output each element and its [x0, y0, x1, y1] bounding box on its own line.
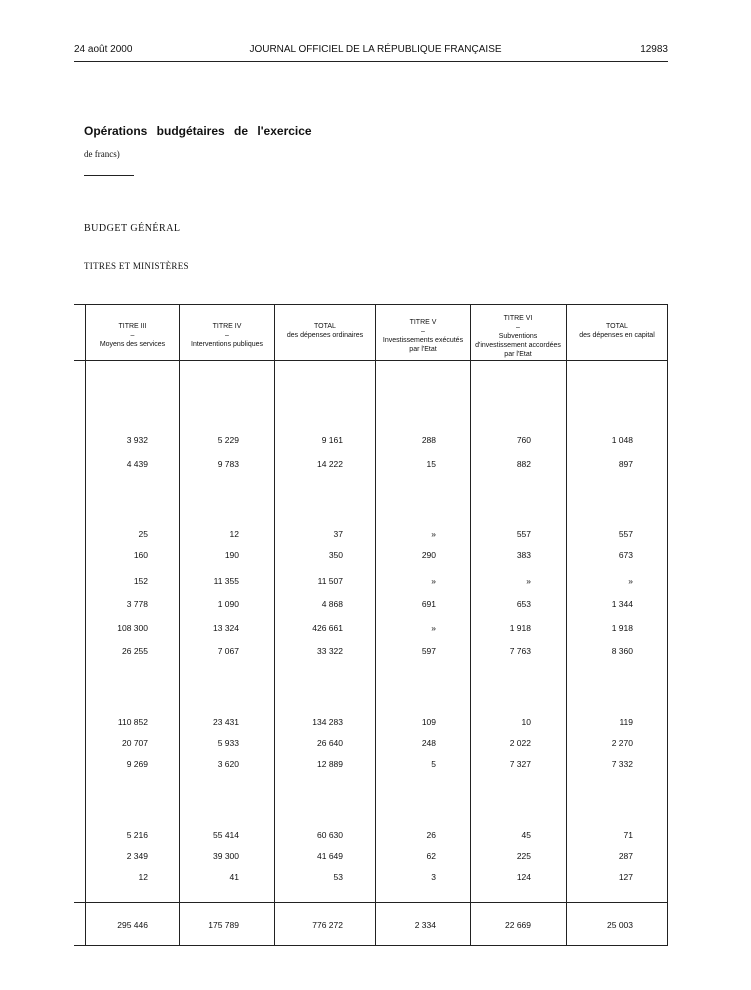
- column-header-subtitle: Moyens des services: [99, 341, 166, 348]
- table-cell: 7 067: [217, 646, 239, 656]
- table-cell: 653: [516, 599, 531, 609]
- table-cell: 25: [138, 529, 148, 539]
- table-cell: 691: [421, 599, 436, 609]
- table-cell: 152: [133, 576, 148, 586]
- header-journal-title: JOURNAL OFFICIEL DE LA RÉPUBLIQUE FRANÇAISE: [249, 44, 502, 55]
- column-header-titre-v: [380, 318, 466, 354]
- table-cell: 7 327: [509, 759, 531, 769]
- column-header-subtitle: Interventions publiques: [191, 341, 263, 348]
- table-cell: 248: [421, 738, 436, 748]
- table-cell: 23 431: [213, 717, 239, 727]
- table-cell: 2 349: [126, 851, 148, 861]
- table-cell: 45: [521, 830, 531, 840]
- table-cell: 3: [431, 872, 436, 882]
- table-cell: 3 778: [126, 599, 148, 609]
- table-cell: 597: [421, 646, 436, 656]
- column-header-title: TITRE V: [409, 319, 437, 326]
- table-cell: 71: [623, 830, 633, 840]
- table-cell: 12: [138, 872, 148, 882]
- table-cell: 13 324: [213, 623, 239, 633]
- table-cell: 1 918: [611, 623, 633, 633]
- table-cell: 5 229: [217, 435, 239, 445]
- table-cell: 5 216: [126, 830, 148, 840]
- table-cell: 557: [618, 529, 633, 539]
- column-header-total-ordinaires: [275, 322, 375, 340]
- table-cell: »: [431, 529, 436, 539]
- table-cell: 26: [426, 830, 436, 840]
- column-header-subtitle: des dépenses ordinaires: [286, 332, 364, 339]
- table-cell: »: [526, 576, 531, 586]
- table-cell: 41: [229, 872, 239, 882]
- table-cell: 1 344: [611, 599, 633, 609]
- table-cell: 9 269: [126, 759, 148, 769]
- table-total-cell: 295 446: [117, 920, 148, 930]
- column-header-subtitle: Investissements exécutés par l'Etat: [382, 337, 464, 353]
- table-cell: 8 360: [611, 646, 633, 656]
- table-header-rule: [74, 360, 668, 361]
- table-cell: 62: [426, 851, 436, 861]
- table-totals-rule: [74, 902, 668, 903]
- table-cell: 9 783: [217, 459, 239, 469]
- table-cell: 4 439: [126, 459, 148, 469]
- table-cell: 1 090: [217, 599, 239, 609]
- table-cell: 15: [426, 459, 436, 469]
- column-header-total-capital: [567, 322, 667, 340]
- column-header-dash: –: [225, 332, 229, 339]
- table-cell: »: [431, 576, 436, 586]
- column-header-subtitle: des dépenses en capital: [579, 332, 655, 339]
- table-cell: 33 322: [317, 646, 343, 656]
- column-header-titre-vi: [474, 314, 562, 359]
- table-col-divider: [667, 304, 668, 945]
- table-cell: 53: [333, 872, 343, 882]
- document-title: Opérations budgétaires de l'exercice: [84, 124, 312, 138]
- header-rule: [74, 61, 668, 62]
- table-cell: 12: [229, 529, 239, 539]
- table-cell: 287: [618, 851, 633, 861]
- table-cell: 10: [521, 717, 531, 727]
- table-cell: 37: [333, 529, 343, 539]
- table-cell: 1 048: [611, 435, 633, 445]
- table-cell: 2 270: [611, 738, 633, 748]
- table-cell: 127: [618, 872, 633, 882]
- table-cell: 26 640: [317, 738, 343, 748]
- table-cell: 124: [516, 872, 531, 882]
- table-cell: 55 414: [213, 830, 239, 840]
- column-header-titre-iv: [180, 322, 274, 349]
- table-cell: 110 852: [117, 717, 148, 727]
- table-cell: 11 507: [317, 576, 343, 586]
- table-cell: 119: [619, 717, 633, 727]
- table-cell: 60 630: [317, 830, 343, 840]
- table-cell: 557: [516, 529, 531, 539]
- column-header-dash: –: [421, 328, 425, 335]
- table-cell: 9 161: [321, 435, 343, 445]
- column-header-title: TITRE IV: [212, 323, 242, 330]
- table-cell: 134 283: [312, 717, 343, 727]
- table-cell: 897: [618, 459, 633, 469]
- table-cell: 190: [224, 550, 239, 560]
- table-cell: 2 022: [509, 738, 531, 748]
- table-cell: 673: [618, 550, 633, 560]
- section-heading: BUDGET GÉNÉRAL: [84, 223, 181, 234]
- table-cell: 5: [431, 759, 436, 769]
- table-cell: 760: [516, 435, 531, 445]
- table-cell: 26 255: [122, 646, 148, 656]
- table-cell: 383: [516, 550, 531, 560]
- table-total-cell: 175 789: [208, 920, 239, 930]
- table-cell: 225: [516, 851, 531, 861]
- table-cell: 7 332: [611, 759, 633, 769]
- table-cell: 426 661: [312, 623, 343, 633]
- subsection-heading: TITRES ET MINISTÈRES: [84, 261, 189, 271]
- table-cell: 20 707: [122, 738, 148, 748]
- table-cell: 108 300: [117, 623, 148, 633]
- table-cell: 350: [328, 550, 343, 560]
- column-header-dash: –: [130, 332, 135, 339]
- table-cell: 3 620: [217, 759, 239, 769]
- table-total-cell: 25 003: [607, 920, 633, 930]
- table-cell: 5 933: [217, 738, 239, 748]
- table-cell: 11 355: [213, 576, 239, 586]
- short-divider: [84, 175, 134, 176]
- table-cell: »: [431, 623, 436, 633]
- header-date: 24 août 2000: [74, 44, 133, 55]
- table-cell: 882: [516, 459, 531, 469]
- table-cell: 39 300: [213, 851, 239, 861]
- table-cell: 41 649: [317, 851, 343, 861]
- table-cell: 109: [421, 717, 436, 727]
- column-header-title: TITRE III: [118, 323, 147, 330]
- table-total-cell: 776 272: [312, 920, 343, 930]
- table-total-cell: 2 334: [414, 920, 436, 930]
- table-cell: 14 222: [317, 459, 343, 469]
- column-header-title: TOTAL: [606, 323, 628, 330]
- document-subtitle: de francs): [84, 149, 120, 159]
- table-cell: 290: [421, 550, 436, 560]
- header-page-number: 12983: [640, 44, 668, 55]
- table-total-cell: 22 669: [505, 920, 531, 930]
- table-cell: 12 889: [317, 759, 343, 769]
- column-header-titre-iii: [86, 322, 179, 349]
- table-cell: 4 868: [321, 599, 343, 609]
- column-header-title: TITRE VI: [503, 315, 533, 322]
- table-bottom-rule: [74, 945, 668, 946]
- column-header-title: TOTAL: [314, 323, 336, 330]
- table-top-rule: [74, 304, 668, 305]
- column-header-dash: –: [516, 324, 520, 331]
- table-cell: 1 918: [509, 623, 531, 633]
- column-header-subtitle: Subventions d'investissement accordées par l'Etat: [475, 333, 561, 358]
- table-cell: 3 932: [126, 435, 148, 445]
- table-cell: 160: [133, 550, 148, 560]
- table-cell: 7 763: [509, 646, 531, 656]
- table-cell: 288: [421, 435, 436, 445]
- table-cell: »: [628, 576, 633, 586]
